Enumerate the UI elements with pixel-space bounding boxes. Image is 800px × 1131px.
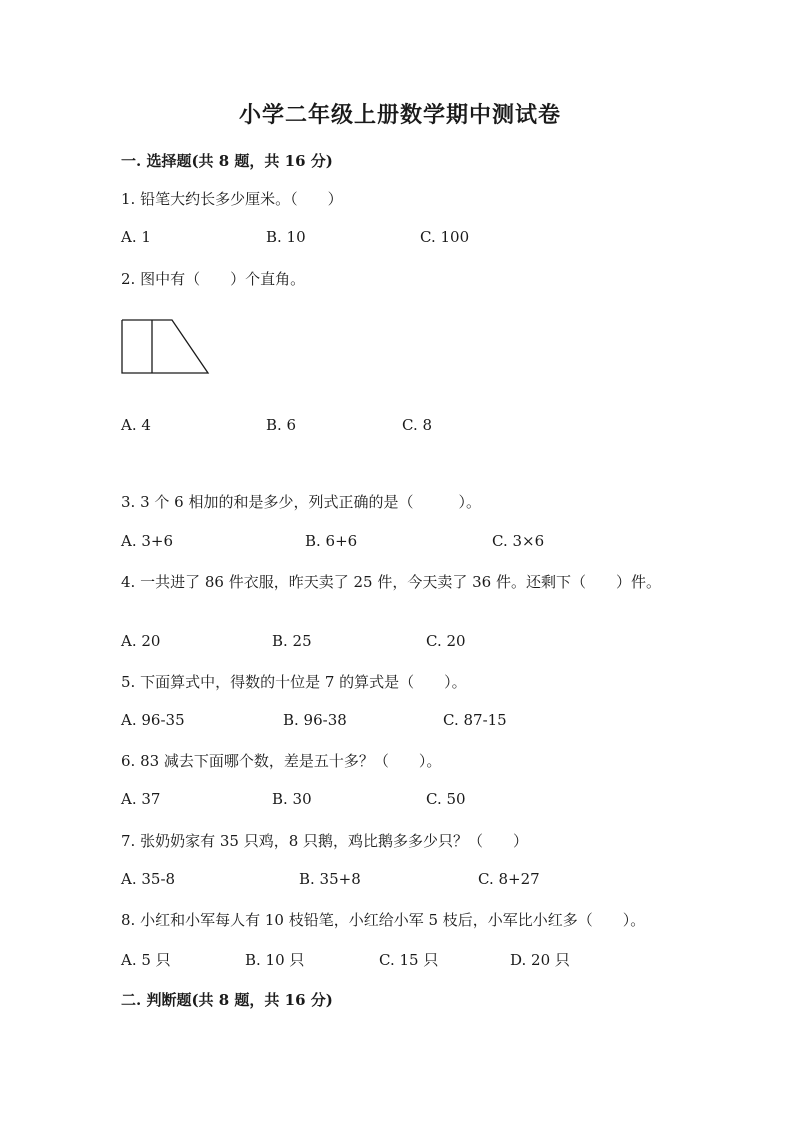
question-1-option-b: B. 10	[266, 228, 306, 246]
question-4-option-c: C. 20	[426, 632, 466, 650]
question-2-option-a: A. 4	[121, 416, 151, 434]
question-8-option-c: C. 15 只	[379, 951, 439, 969]
question-7-option-b: B. 35+8	[299, 870, 361, 888]
question-3-option-b: B. 6+6	[305, 532, 358, 550]
question-4: 4. 一共进了 86 件衣服，昨天卖了 25 件，今天卖了 36 件。还剩下（ ）件。	[121, 573, 661, 591]
question-8-option-d: D. 20 只	[510, 951, 570, 969]
question-2: 2. 图中有（ ）个直角。	[121, 270, 306, 288]
question-4-option-b: B. 25	[272, 632, 312, 650]
question-1-option-c: C. 100	[420, 228, 470, 246]
section-heading-judgment: 二. 判断题(共 8 题，共 16 分)	[121, 991, 333, 1009]
question-7-option-c: C. 8+27	[478, 870, 540, 888]
question-8-option-a: A. 5 只	[121, 951, 171, 969]
question-8-option-b: B. 10 只	[245, 951, 305, 969]
page-title: 小学二年级上册数学期中测试卷	[238, 102, 561, 128]
question-6: 6. 83 减去下面哪个数，差是五十多？（ ）。	[121, 752, 442, 770]
question-3-option-c: C. 3×6	[492, 532, 545, 550]
question-6-option-a: A. 37	[121, 790, 161, 808]
question-5-option-a: A. 96-35	[121, 711, 185, 729]
question-5-option-b: B. 96-38	[283, 711, 347, 729]
section-heading-choice: 一. 选择题(共 8 题，共 16 分)	[121, 152, 333, 170]
question-3: 3. 3 个 6 相加的和是多少，列式正确的是（ ）。	[121, 493, 481, 511]
question-2-option-c: C. 8	[402, 416, 433, 434]
question-7-option-a: A. 35-8	[121, 870, 176, 888]
question-7: 7. 张奶奶家有 35 只鸡，8 只鹅，鸡比鹅多多少只？（ ）	[121, 832, 529, 850]
question-1: 1. 铅笔大约长多少厘米。（ ）	[121, 190, 343, 208]
question-2-option-b: B. 6	[266, 416, 297, 434]
trapezoid-figure	[120, 318, 212, 376]
question-6-option-c: C. 50	[426, 790, 466, 808]
question-3-option-a: A. 3+6	[121, 532, 174, 550]
question-5: 5. 下面算式中，得数的十位是 7 的算式是（ ）。	[121, 673, 467, 691]
question-4-option-a: A. 20	[121, 632, 161, 650]
trapezoid-outline	[122, 320, 208, 373]
question-6-option-b: B. 30	[272, 790, 312, 808]
question-1-option-a: A. 1	[121, 228, 151, 246]
question-8: 8. 小红和小军每人有 10 枝铅笔，小红给小军 5 枝后，小军比小红多（ ）。	[121, 911, 646, 929]
question-5-option-c: C. 87-15	[443, 711, 507, 729]
